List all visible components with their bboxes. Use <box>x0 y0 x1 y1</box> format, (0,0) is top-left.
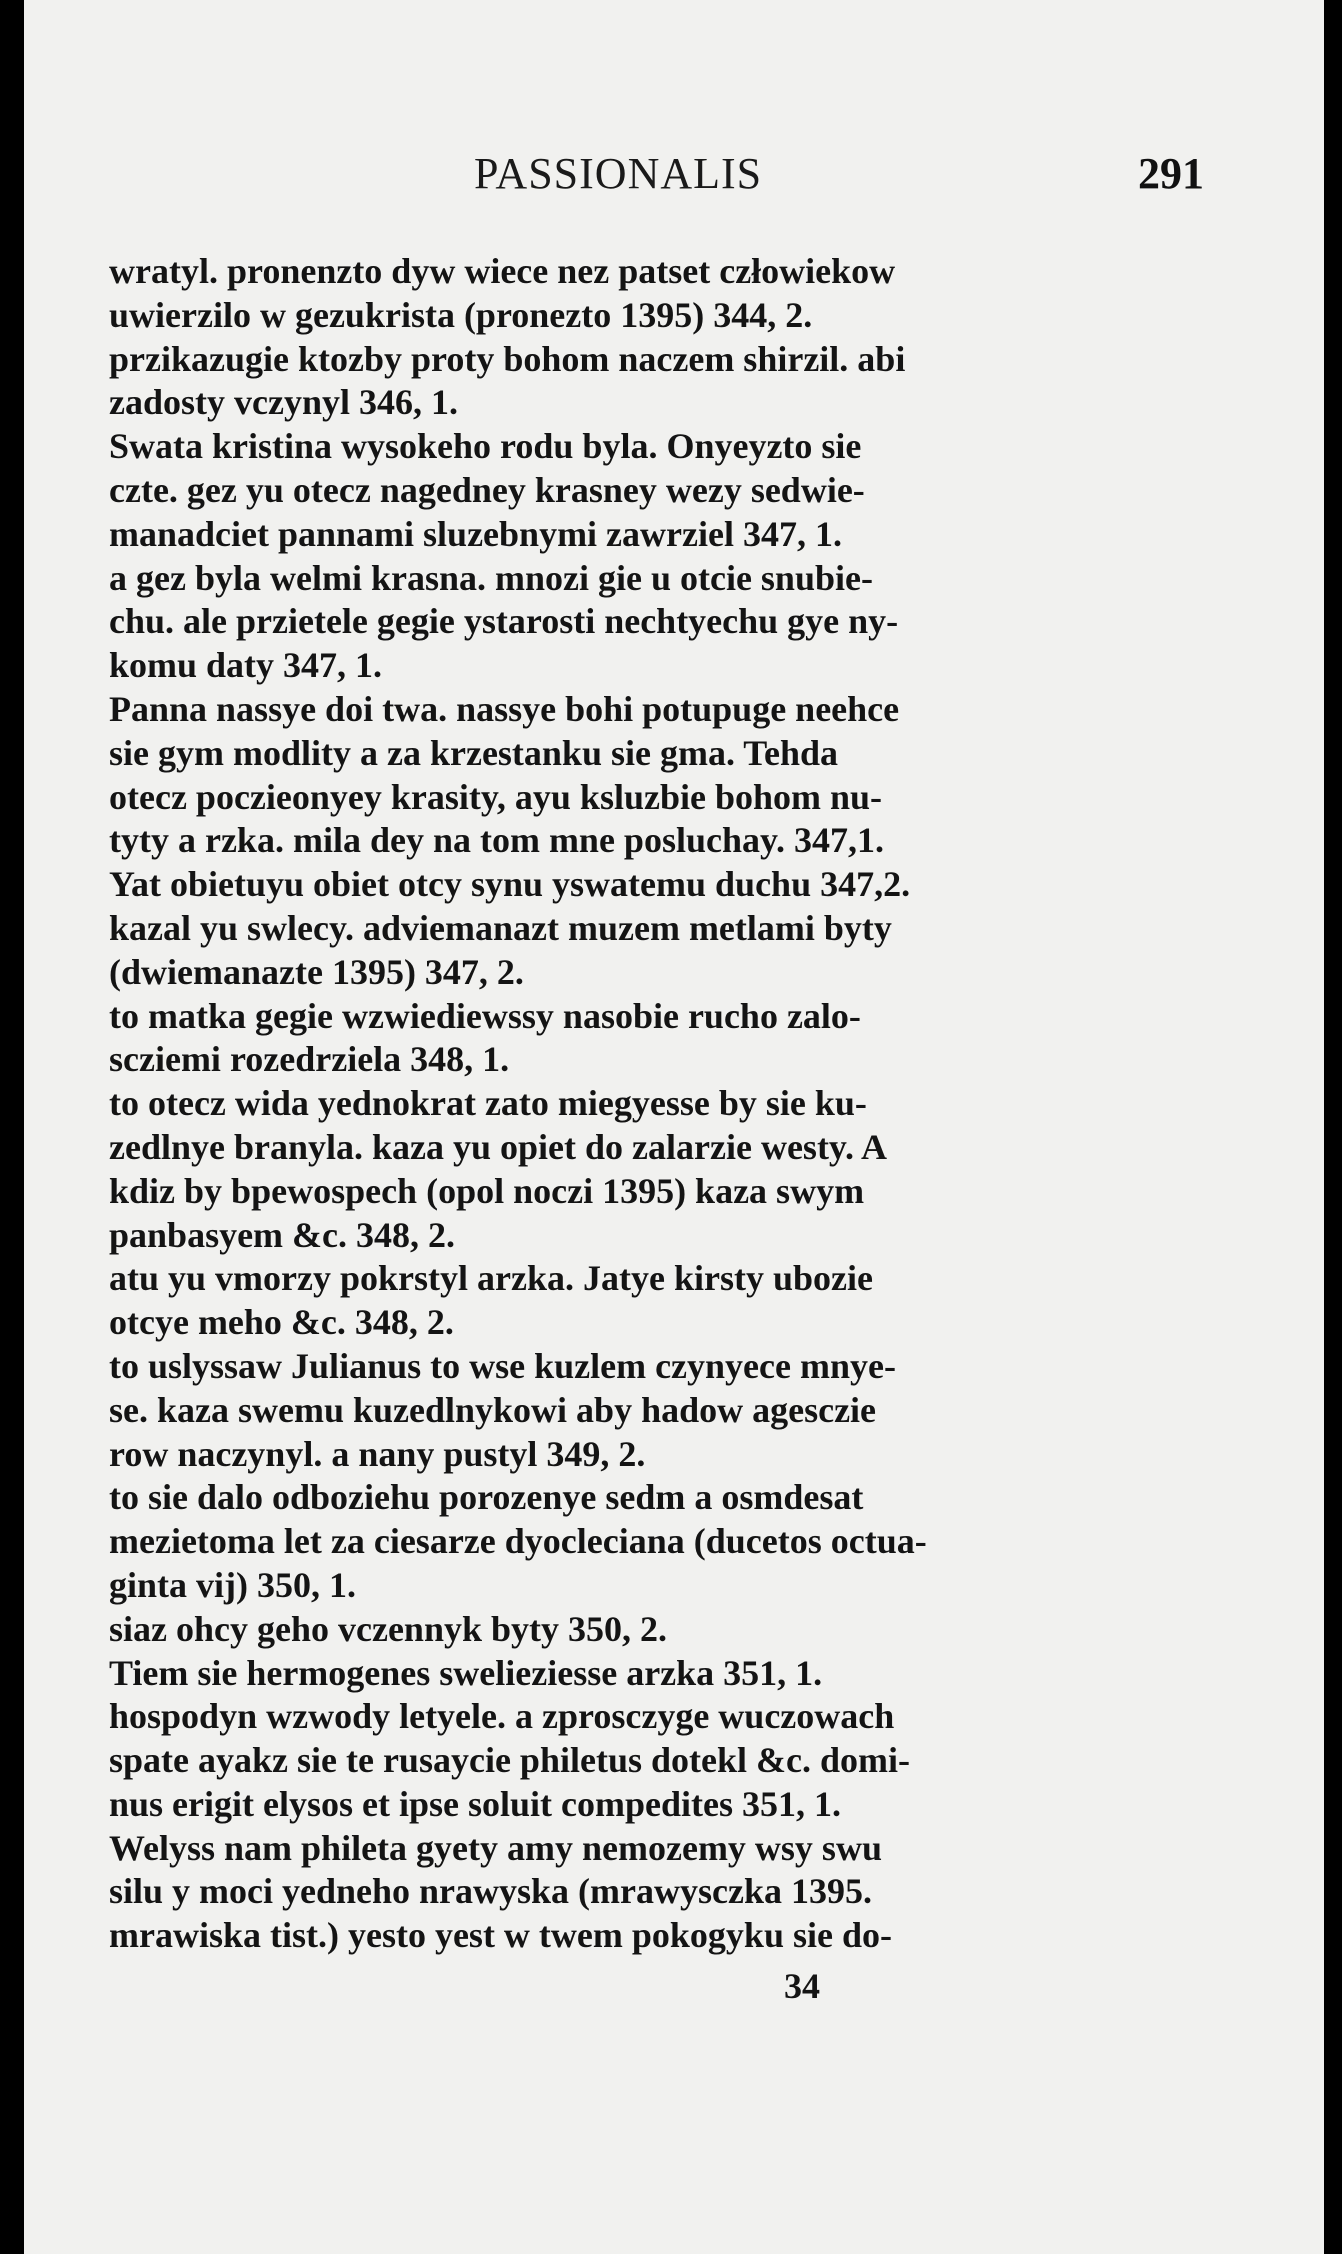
text-line: kazal yu swlecy. adviemanazt muzem metlami byty <box>109 907 892 948</box>
text-line: to uslyssaw Julianus to wse kuzlem czynyece mnye- <box>109 1345 896 1386</box>
page-header <box>124 148 1204 208</box>
text-line: siaz ohcy geho vczennyk byty 350, 2. <box>109 1608 667 1649</box>
text-line: mrawiska tist.) yesto yest w twem pokogyku sie do- <box>109 1915 892 1956</box>
text-line: se. kaza swemu kuzedlnykowi aby hadow agesczie <box>109 1389 877 1430</box>
text-line: uwierzilo w gezukrista (pronezto 1395) 344, 2. <box>109 294 813 335</box>
running-title: PASSIONALIS <box>474 149 763 198</box>
text-line: czte. gez yu otecz nagedney krasney wezy sedwie- <box>109 469 865 510</box>
text-line: to otecz wida yednokrat zato miegyesse by sie ku- <box>109 1083 867 1124</box>
text-line: przikazugie ktozby proty bohom naczem shirzil. abi <box>109 338 906 379</box>
text-line: nus erigit elysos et ipse soluit compedites 351, 1. <box>109 1783 841 1824</box>
page-number: 291 <box>1138 149 1204 198</box>
text-line: a gez byla welmi krasna. mnozi gie u otcie snubie- <box>109 557 873 598</box>
text-line: Swata kristina wysokeho rodu byla. Onyeyzto sie <box>109 426 862 467</box>
text-line: (dwiemanazte 1395) 347, 2. <box>109 951 524 992</box>
text-line: Yat obietuyu obiet otcy synu yswatemu duchu 347,2. <box>109 864 911 905</box>
book-page <box>24 0 1324 2254</box>
text-line: spate ayakz sie te rusaycie philetus dotekl &c. domi- <box>109 1740 910 1781</box>
body-text <box>109 250 1179 1958</box>
text-line: Welyss nam phileta gyety amy nemozemy wsy swu <box>109 1827 882 1868</box>
text-line: Tiem sie hermogenes swelieziesse arzka 351, 1. <box>109 1652 823 1693</box>
text-line: to matka gegie wzwiediewssy nasobie rucho zalo- <box>109 995 861 1036</box>
text-line: zadosty vczynyl 346, 1. <box>109 382 458 423</box>
signature-mark: 34 <box>784 1966 820 2006</box>
text-line: sie gym modlity a za krzestanku sie gma. Tehda <box>109 732 839 773</box>
text-line: wratyl. pronenzto dyw wiece nez patset człowiekow <box>109 251 896 291</box>
text-line: komu daty 347, 1. <box>109 645 383 686</box>
text-line: otcye meho &c. 348, 2. <box>109 1302 454 1343</box>
text-line: zedlnye branyla. kaza yu opiet do zalarzie westy. A <box>109 1126 887 1167</box>
text-line: tyty a rzka. mila dey na tom mne posluchay. 347,1. <box>109 820 885 861</box>
text-line: to sie dalo odboziehu porozenye sedm a osmdesat <box>109 1477 864 1518</box>
text-line: atu yu vmorzy pokrstyl arzka. Jatye kirsty ubozie <box>109 1258 873 1299</box>
text-line: scziemi rozedrziela 348, 1. <box>109 1039 510 1080</box>
text-line: mezietoma let za ciesarze dyocleciana (ducetos octua- <box>109 1521 927 1562</box>
text-line: chu. ale przietele gegie ystarosti nechtyechu gye ny- <box>109 601 899 642</box>
text-line: silu y moci yedneho nrawyska (mrawysczka 1395. <box>109 1871 872 1912</box>
text-line: Panna nassye doi twa. nassye bohi potupuge neehce <box>109 688 900 729</box>
text-line: otecz poczieonyey krasity, ayu ksluzbie bohom nu- <box>109 776 883 817</box>
text-line: panbasyem &c. 348, 2. <box>109 1214 456 1255</box>
text-line: row naczynyl. a nany pustyl 349, 2. <box>109 1433 646 1474</box>
text-line: ginta vij) 350, 1. <box>109 1564 356 1605</box>
text-line: manadciet pannami sluzebnymi zawrziel 347, 1. <box>109 513 842 554</box>
text-line: kdiz by bpewospech (opol noczi 1395) kaza swym <box>109 1170 865 1211</box>
text-line: hospodyn wzwody letyele. a zprosczyge wuczowach <box>109 1696 895 1737</box>
